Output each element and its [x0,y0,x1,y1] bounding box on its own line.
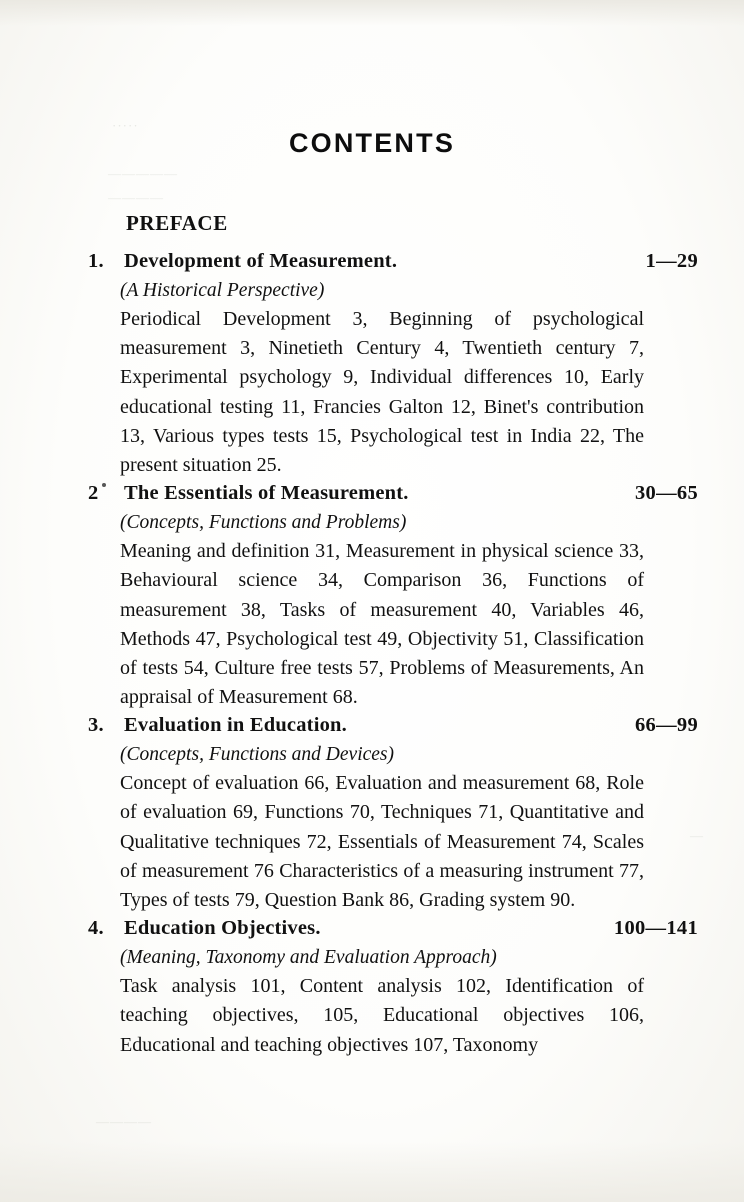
bleedthrough-mark: ————— [108,166,178,181]
bleedthrough-mark: ····· [112,118,139,133]
toc-entry-pages: 66—99 [635,714,698,737]
toc-entry-pages: 1—29 [645,250,698,272]
ink-speck [102,483,106,487]
toc-entry[interactable] [0,714,744,915]
toc-entry-heading[interactable] [0,250,744,273]
toc-entry-pages: 100—141 [613,917,698,940]
toc-entry-title: Evaluation in Education. [124,714,347,737]
preface-entry: PREFACE [126,211,228,235]
toc-entry-topics: Concept of evaluation 66, Evaluation and measurement 68, Role of evaluation 69, Functions 70, Techniques 71, Quantitative and Qualitative techniques 72, Essentials of Measurement 74, Scales of measurement 76 Characteristics of a measuring instrument 77, Types of tests 79, Question Bank 86, Grading system 90. [120,772,644,911]
toc-entry-number: 2 [88,482,99,505]
toc-entry-title: Development of Measurement. [124,250,398,272]
toc-entry-subtitle: (Concepts, Functions and Devices) [120,744,395,766]
toc-entry[interactable] [0,482,744,712]
toc-entry-topics: Periodical Development 3, Beginning of psychological measurement 3, Ninetieth Century 4, Twentieth century 7, Experimental psychology 9, Individual differences 10, Early educational testing 11, Francies Galton 12, Binet's contribution 13, Various types tests 15, Psychological test in India 22, The present situation 25. [120,308,644,476]
bleedthrough-mark: — [690,828,704,843]
page-title: CONTENTS [288,128,456,158]
toc-entry-topics: Meaning and definition 31, Measurement in physical science 33, Behavioural science 34, Comparison 36, Functions of measurement 38, Tasks of measurement 40, Variables 46, Methods 47, Psychological test 49, Objectivity 51, Classification of tests 54, Culture free tests 57, Problems of Measurements, An appraisal of Measurement 68. [120,540,644,709]
toc-entry-subtitle: (Meaning, Taxonomy and Evaluation Approach) [120,947,497,969]
toc-entry-title: The Essentials of Measurement. [124,482,409,505]
toc-entry[interactable] [0,917,744,1060]
toc-entry[interactable] [0,250,744,480]
toc-entry-list [0,250,744,1060]
toc-entry-title: Education Objectives. [124,917,321,940]
toc-entry-number: 4. [88,917,104,940]
toc-entry-topics: Task analysis 101, Content analysis 102, Identification of teaching objectives, 105, Educational objectives 106, Educational and teaching objectives 107, Taxonomy [120,975,644,1056]
toc-entry-heading[interactable] [0,482,744,505]
toc-entry-number: 3. [88,714,104,737]
bleedthrough-mark: ———— [108,190,164,205]
toc-entry-heading[interactable] [0,917,744,940]
toc-entry-subtitle: (Concepts, Functions and Problems) [120,512,407,534]
toc-entry-pages: 30—65 [635,482,698,505]
bleedthrough-mark: ———— [96,1114,152,1129]
toc-entry-subtitle: (A Historical Perspective) [120,280,325,301]
toc-entry-number: 1. [88,250,104,272]
toc-entry-heading[interactable] [0,714,744,737]
